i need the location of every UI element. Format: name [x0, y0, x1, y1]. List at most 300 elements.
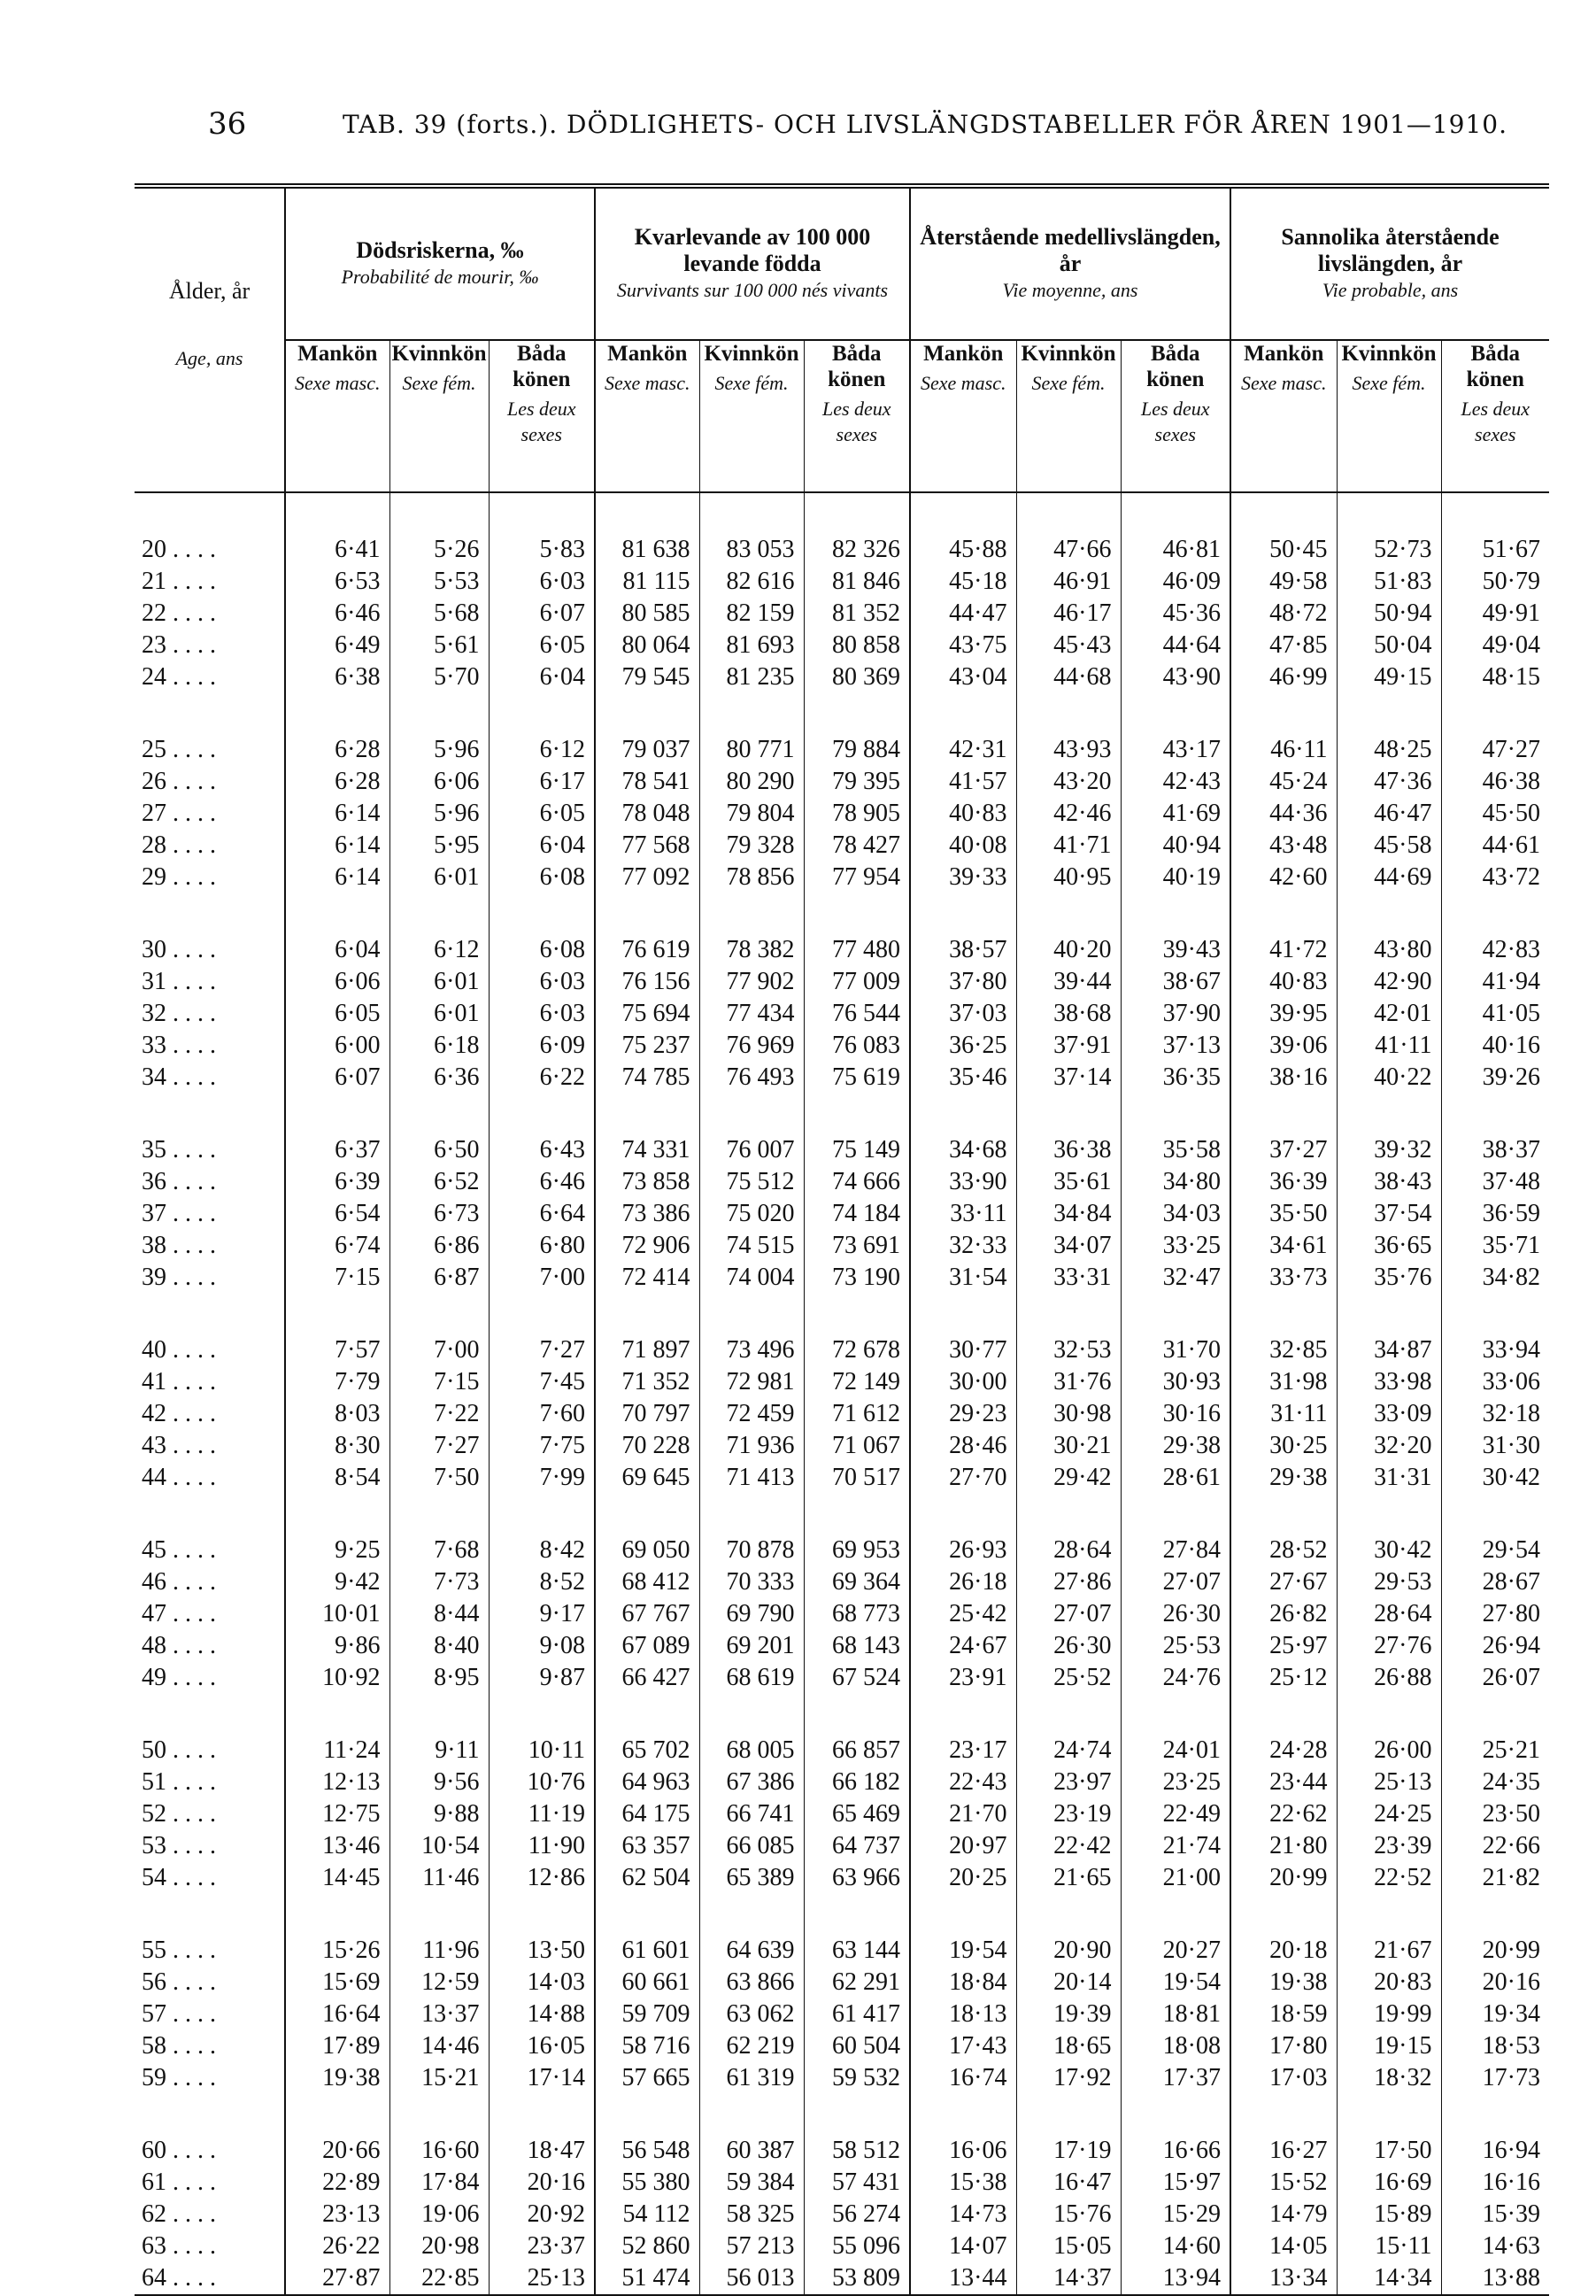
value-cell: 22·42	[1016, 1830, 1121, 1862]
value-cell: 29·54	[1441, 1535, 1549, 1566]
value-cell: 34·61	[1230, 1230, 1337, 1262]
value-cell: 45·43	[1016, 630, 1121, 661]
leader-dots: . . . .	[166, 1864, 216, 1891]
value-cell: 42·60	[1230, 862, 1337, 893]
value-cell: 72 906	[595, 1230, 699, 1262]
value-cell: 18·53	[1441, 2030, 1549, 2062]
value-cell: 69 201	[699, 1630, 804, 1662]
table-row	[135, 798, 1549, 830]
subheader-fr: Les deux sexes	[1140, 398, 1210, 445]
age-header-fr: Age, ans	[175, 347, 243, 369]
age-value: 55	[142, 1937, 166, 1964]
value-cell: 15·26	[285, 1935, 389, 1967]
age-cell	[135, 1262, 285, 1294]
age-header-sv: Ålder, år	[168, 278, 251, 304]
value-cell: 32·85	[1230, 1334, 1337, 1366]
value-cell: 34·82	[1441, 1262, 1549, 1294]
value-cell: 49·91	[1441, 598, 1549, 630]
value-cell: 59 709	[595, 1998, 699, 2030]
value-cell: 6·87	[389, 1262, 489, 1294]
value-cell: 19·38	[1230, 1967, 1337, 1998]
value-cell: 45·36	[1121, 598, 1230, 630]
value-cell: 44·47	[910, 598, 1016, 630]
value-cell: 6·14	[285, 830, 389, 862]
age-value: 60	[142, 2137, 166, 2164]
value-cell: 30·77	[910, 1334, 1016, 1366]
value-cell: 73 496	[699, 1334, 804, 1366]
value-cell: 26·22	[285, 2230, 389, 2262]
value-cell: 40·22	[1337, 1062, 1441, 1094]
table-row	[135, 1735, 1549, 1766]
value-cell: 6·52	[389, 1166, 489, 1198]
group-spacer	[135, 1694, 1549, 1735]
value-cell: 74 004	[699, 1262, 804, 1294]
value-cell: 71 352	[595, 1366, 699, 1398]
value-cell: 46·09	[1121, 566, 1230, 598]
value-cell: 9·88	[389, 1798, 489, 1830]
age-cell	[135, 798, 285, 830]
table-row	[135, 998, 1549, 1030]
value-cell: 26·88	[1337, 1662, 1441, 1694]
leader-dots: . . . .	[166, 1600, 216, 1627]
subheader-sv: Mankön	[607, 342, 688, 366]
value-cell: 14·60	[1121, 2230, 1230, 2262]
leader-dots: . . . .	[166, 2200, 216, 2228]
value-cell: 7·27	[389, 1430, 489, 1462]
value-cell: 72 149	[804, 1366, 910, 1398]
table-row	[135, 1598, 1549, 1630]
subheader-female	[699, 340, 804, 492]
value-cell: 20·25	[910, 1862, 1016, 1894]
value-cell: 57 665	[595, 2062, 699, 2094]
value-cell: 39·32	[1337, 1134, 1441, 1166]
value-cell: 6·39	[285, 1166, 389, 1198]
value-cell: 30·16	[1121, 1398, 1230, 1430]
value-cell: 27·80	[1441, 1598, 1549, 1630]
value-cell: 6·73	[389, 1198, 489, 1230]
age-value: 35	[142, 1136, 166, 1163]
value-cell: 27·07	[1016, 1598, 1121, 1630]
value-cell: 63 357	[595, 1830, 699, 1862]
value-cell: 31·11	[1230, 1398, 1337, 1430]
value-cell: 50·45	[1230, 534, 1337, 566]
value-cell: 52 860	[595, 2230, 699, 2262]
value-cell: 56 013	[699, 2262, 804, 2295]
value-cell: 7·45	[489, 1366, 595, 1398]
leader-dots: . . . .	[166, 2064, 216, 2091]
value-cell: 28·46	[910, 1430, 1016, 1462]
value-cell: 41·94	[1441, 966, 1549, 998]
value-cell: 34·84	[1016, 1198, 1121, 1230]
group-header-sv: Återstående medellivslängden, år	[920, 224, 1221, 276]
value-cell: 34·07	[1016, 1230, 1121, 1262]
value-cell: 6·07	[489, 598, 595, 630]
value-cell: 24·25	[1337, 1798, 1441, 1830]
value-cell: 72 678	[804, 1334, 910, 1366]
value-cell: 21·74	[1121, 1830, 1230, 1862]
subheader-both	[489, 340, 595, 492]
table-row	[135, 1166, 1549, 1198]
value-cell: 40·94	[1121, 830, 1230, 862]
value-cell: 42·83	[1441, 934, 1549, 966]
value-cell: 43·80	[1337, 934, 1441, 966]
value-cell: 79 804	[699, 798, 804, 830]
value-cell: 17·73	[1441, 2062, 1549, 2094]
value-cell: 80 290	[699, 766, 804, 798]
value-cell: 5·95	[389, 830, 489, 862]
subheader-sv: Båda könen	[1146, 342, 1205, 391]
value-cell: 20·92	[489, 2199, 595, 2230]
value-cell: 16·06	[910, 2135, 1016, 2167]
value-cell: 13·44	[910, 2262, 1016, 2295]
value-cell: 9·42	[285, 1566, 389, 1598]
value-cell: 15·76	[1016, 2199, 1121, 2230]
age-cell	[135, 1598, 285, 1630]
leader-dots: . . . .	[166, 2168, 216, 2196]
value-cell: 14·88	[489, 1998, 595, 2030]
value-cell: 79 884	[804, 734, 910, 766]
leader-dots: . . . .	[166, 1632, 216, 1659]
age-group	[135, 2094, 1549, 2295]
value-cell: 23·39	[1337, 1830, 1441, 1862]
value-cell: 23·91	[910, 1662, 1016, 1694]
value-cell: 17·37	[1121, 2062, 1230, 2094]
leader-dots: . . . .	[166, 768, 216, 795]
value-cell: 66 741	[699, 1798, 804, 1830]
value-cell: 6·14	[285, 798, 389, 830]
value-cell: 15·21	[389, 2062, 489, 2094]
group-spacer	[135, 1094, 1549, 1134]
table-row	[135, 1230, 1549, 1262]
age-value: 61	[142, 2168, 166, 2196]
value-cell: 10·92	[285, 1662, 389, 1694]
age-value: 56	[142, 1968, 166, 1996]
value-cell: 49·58	[1230, 566, 1337, 598]
value-cell: 66 427	[595, 1662, 699, 1694]
table-row	[135, 2030, 1549, 2062]
value-cell: 56 548	[595, 2135, 699, 2167]
value-cell: 70 333	[699, 1566, 804, 1598]
leader-dots: . . . .	[166, 1432, 216, 1459]
value-cell: 22·52	[1337, 1862, 1441, 1894]
value-cell: 24·35	[1441, 1766, 1549, 1798]
value-cell: 6·37	[285, 1134, 389, 1166]
age-cell	[135, 2062, 285, 2094]
value-cell: 25·12	[1230, 1662, 1337, 1694]
leader-dots: . . . .	[166, 863, 216, 891]
leader-dots: . . . .	[166, 2137, 216, 2164]
value-cell: 78 541	[595, 766, 699, 798]
value-cell: 28·64	[1016, 1535, 1121, 1566]
value-cell: 75 619	[804, 1062, 910, 1094]
value-cell: 7·68	[389, 1535, 489, 1566]
value-cell: 25·13	[489, 2262, 595, 2295]
table-row	[135, 566, 1549, 598]
value-cell: 30·25	[1230, 1430, 1337, 1462]
age-value: 50	[142, 1736, 166, 1764]
value-cell: 67 089	[595, 1630, 699, 1662]
value-cell: 5·96	[389, 734, 489, 766]
value-cell: 51·83	[1337, 566, 1441, 598]
value-cell: 13·88	[1441, 2262, 1549, 2295]
group-header-sv: Kvarlevande av 100 000 levande födda	[634, 224, 871, 276]
value-cell: 68 143	[804, 1630, 910, 1662]
value-cell: 33·94	[1441, 1334, 1549, 1366]
value-cell: 52·73	[1337, 534, 1441, 566]
value-cell: 46·81	[1121, 534, 1230, 566]
leader-dots: . . . .	[166, 1464, 216, 1491]
value-cell: 9·25	[285, 1535, 389, 1566]
value-cell: 19·34	[1441, 1998, 1549, 2030]
value-cell: 60 661	[595, 1967, 699, 1998]
value-cell: 15·52	[1230, 2167, 1337, 2199]
age-value: 48	[142, 1632, 166, 1659]
value-cell: 6·36	[389, 1062, 489, 1094]
value-cell: 48·15	[1441, 661, 1549, 693]
age-cell	[135, 1398, 285, 1430]
leader-dots: . . . .	[166, 663, 216, 691]
subheader-sv: Kvinnkön	[1341, 342, 1437, 366]
value-cell: 17·80	[1230, 2030, 1337, 2062]
age-cell	[135, 1798, 285, 1830]
value-cell: 66 182	[804, 1766, 910, 1798]
value-cell: 22·85	[389, 2262, 489, 2295]
value-cell: 32·47	[1121, 1262, 1230, 1294]
value-cell: 76 619	[595, 934, 699, 966]
age-cell	[135, 2167, 285, 2199]
value-cell: 16·74	[910, 2062, 1016, 2094]
value-cell: 33·06	[1441, 1366, 1549, 1398]
value-cell: 70 797	[595, 1398, 699, 1430]
leader-dots: . . . .	[166, 936, 216, 963]
value-cell: 69 364	[804, 1566, 910, 1598]
value-cell: 30·42	[1337, 1535, 1441, 1566]
leader-dots: . . . .	[166, 831, 216, 859]
value-cell: 38·67	[1121, 966, 1230, 998]
value-cell: 80 858	[804, 630, 910, 661]
value-cell: 17·14	[489, 2062, 595, 2094]
value-cell: 14·45	[285, 1862, 389, 1894]
leader-dots: . . . .	[166, 1200, 216, 1227]
value-cell: 81 693	[699, 630, 804, 661]
age-group	[135, 1494, 1549, 1694]
value-cell: 9·86	[285, 1630, 389, 1662]
leader-dots: . . . .	[166, 1664, 216, 1691]
value-cell: 24·01	[1121, 1735, 1230, 1766]
group-header-fr: Vie probable, ans	[1322, 279, 1459, 301]
value-cell: 78 382	[699, 934, 804, 966]
table-row	[135, 1662, 1549, 1694]
leader-dots: . . . .	[166, 1368, 216, 1395]
value-cell: 19·99	[1337, 1998, 1441, 2030]
value-cell: 16·69	[1337, 2167, 1441, 2199]
value-cell: 61 601	[595, 1935, 699, 1967]
subheader-fr: Les deux sexes	[1461, 398, 1530, 445]
value-cell: 57 213	[699, 2230, 804, 2262]
page-title: TAB. 39 (forts.). DÖDLIGHETS- OCH LIVSLÄNGDSTABELLER FÖR ÅREN 1901—1910.	[343, 110, 1508, 139]
age-cell	[135, 1430, 285, 1462]
value-cell: 15·39	[1441, 2199, 1549, 2230]
age-value: 26	[142, 768, 166, 795]
value-cell: 72 981	[699, 1366, 804, 1398]
value-cell: 79 395	[804, 766, 910, 798]
value-cell: 68 005	[699, 1735, 804, 1766]
value-cell: 74 184	[804, 1198, 910, 1230]
value-cell: 40·83	[910, 798, 1016, 830]
subheader-male	[910, 340, 1016, 492]
value-cell: 6·43	[489, 1134, 595, 1166]
value-cell: 81 115	[595, 566, 699, 598]
value-cell: 81 235	[699, 661, 804, 693]
value-cell: 60 504	[804, 2030, 910, 2062]
age-value: 42	[142, 1400, 166, 1427]
table-row	[135, 830, 1549, 862]
age-cell	[135, 1062, 285, 1094]
value-cell: 75 512	[699, 1166, 804, 1198]
leader-dots: . . . .	[166, 736, 216, 763]
value-cell: 37·03	[910, 998, 1016, 1030]
subheader-sv: Båda könen	[1466, 342, 1524, 391]
age-value: 62	[142, 2200, 166, 2228]
value-cell: 30·42	[1441, 1462, 1549, 1494]
age-cell	[135, 1134, 285, 1166]
value-cell: 24·28	[1230, 1735, 1337, 1766]
group-header-death-probability	[285, 186, 595, 340]
value-cell: 6·04	[489, 830, 595, 862]
age-value: 37	[142, 1200, 166, 1227]
value-cell: 21·82	[1441, 1862, 1549, 1894]
value-cell: 28·61	[1121, 1462, 1230, 1494]
value-cell: 6·53	[285, 566, 389, 598]
value-cell: 6·46	[489, 1166, 595, 1198]
value-cell: 42·31	[910, 734, 1016, 766]
table-row	[135, 1798, 1549, 1830]
value-cell: 33·25	[1121, 1230, 1230, 1262]
group-spacer	[135, 893, 1549, 934]
age-cell	[135, 1462, 285, 1494]
value-cell: 46·11	[1230, 734, 1337, 766]
value-cell: 61 417	[804, 1998, 910, 2030]
value-cell: 7·60	[489, 1398, 595, 1430]
age-cell	[135, 1862, 285, 1894]
value-cell: 13·46	[285, 1830, 389, 1862]
value-cell: 8·54	[285, 1462, 389, 1494]
value-cell: 33·09	[1337, 1398, 1441, 1430]
age-cell	[135, 2030, 285, 2062]
value-cell: 31·30	[1441, 1430, 1549, 1462]
value-cell: 7·00	[389, 1334, 489, 1366]
value-cell: 6·49	[285, 630, 389, 661]
value-cell: 23·17	[910, 1735, 1016, 1766]
age-value: 44	[142, 1464, 166, 1491]
value-cell: 34·03	[1121, 1198, 1230, 1230]
value-cell: 69 050	[595, 1535, 699, 1566]
age-cell	[135, 1166, 285, 1198]
age-value: 43	[142, 1432, 166, 1459]
value-cell: 11·46	[389, 1862, 489, 1894]
value-cell: 23·37	[489, 2230, 595, 2262]
age-cell	[135, 1566, 285, 1598]
value-cell: 79 328	[699, 830, 804, 862]
value-cell: 30·00	[910, 1366, 1016, 1398]
table-row	[135, 766, 1549, 798]
subheader-both	[804, 340, 910, 492]
value-cell: 79 037	[595, 734, 699, 766]
value-cell: 25·53	[1121, 1630, 1230, 1662]
value-cell: 74 666	[804, 1166, 910, 1198]
age-value: 54	[142, 1864, 166, 1891]
age-cell	[135, 661, 285, 693]
leader-dots: . . . .	[166, 536, 216, 563]
value-cell: 25·97	[1230, 1630, 1337, 1662]
group-header-fr: Probabilité de mourir, ‰	[341, 266, 539, 288]
table-row	[135, 966, 1549, 998]
value-cell: 68 412	[595, 1566, 699, 1598]
table-row	[135, 2135, 1549, 2167]
group-spacer	[135, 693, 1549, 734]
value-cell: 6·03	[489, 566, 595, 598]
value-cell: 28·67	[1441, 1566, 1549, 1598]
age-cell	[135, 766, 285, 798]
age-value: 28	[142, 831, 166, 859]
age-column-header	[135, 186, 285, 492]
value-cell: 67 524	[804, 1662, 910, 1694]
value-cell: 40·83	[1230, 966, 1337, 998]
value-cell: 30·21	[1016, 1430, 1121, 1462]
value-cell: 15·05	[1016, 2230, 1121, 2262]
value-cell: 42·46	[1016, 798, 1121, 830]
value-cell: 5·61	[389, 630, 489, 661]
age-cell	[135, 630, 285, 661]
subheader-fr: Sexe fém.	[1352, 372, 1426, 394]
value-cell: 45·58	[1337, 830, 1441, 862]
value-cell: 80 771	[699, 734, 804, 766]
value-cell: 48·25	[1337, 734, 1441, 766]
leader-dots: . . . .	[166, 1000, 216, 1027]
value-cell: 23·19	[1016, 1798, 1121, 1830]
age-value: 36	[142, 1168, 166, 1195]
value-cell: 5·53	[389, 566, 489, 598]
value-cell: 43·75	[910, 630, 1016, 661]
value-cell: 77 009	[804, 966, 910, 998]
value-cell: 35·76	[1337, 1262, 1441, 1294]
subheader-male	[285, 340, 389, 492]
leader-dots: . . . .	[166, 1264, 216, 1291]
value-cell: 18·13	[910, 1998, 1016, 2030]
value-cell: 6·64	[489, 1198, 595, 1230]
age-group	[135, 893, 1549, 1094]
value-cell: 6·09	[489, 1030, 595, 1062]
value-cell: 18·08	[1121, 2030, 1230, 2062]
value-cell: 35·61	[1016, 1166, 1121, 1198]
subheader-female	[389, 340, 489, 492]
value-cell: 7·15	[285, 1262, 389, 1294]
value-cell: 6·04	[489, 661, 595, 693]
leader-dots: . . . .	[166, 599, 216, 627]
age-cell	[135, 1230, 285, 1262]
value-cell: 20·98	[389, 2230, 489, 2262]
value-cell: 63 144	[804, 1935, 910, 1967]
value-cell: 68 619	[699, 1662, 804, 1694]
value-cell: 27·76	[1337, 1630, 1441, 1662]
value-cell: 36·25	[910, 1030, 1016, 1062]
value-cell: 57 431	[804, 2167, 910, 2199]
value-cell: 17·03	[1230, 2062, 1337, 2094]
value-cell: 44·68	[1016, 661, 1121, 693]
value-cell: 65 469	[804, 1798, 910, 1830]
age-value: 64	[142, 2264, 166, 2292]
value-cell: 49·04	[1441, 630, 1549, 661]
